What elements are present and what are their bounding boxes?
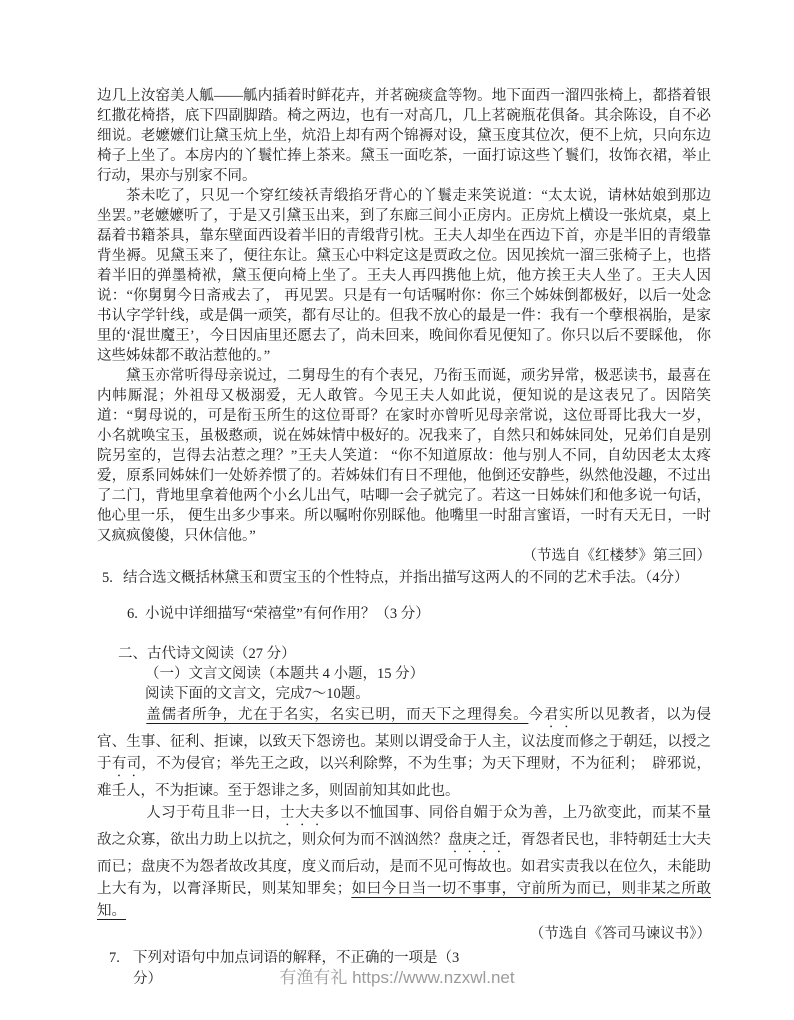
text-segment-dots: 士大夫 (280, 805, 325, 821)
question-6-number: 6. (127, 606, 138, 622)
passage2-attribution: （节选自《答司马谏议书》） (529, 926, 711, 942)
question-6 (97, 604, 711, 624)
question-5 (97, 568, 711, 588)
text-segment-plain: 多以不恤国事、同俗自媚于众为善，上乃欲变此，而某不量敌之众寡，欲出力助上以抗之，则众何为而不汹汹然？ (97, 805, 712, 848)
text-segment-dots: 君实 (543, 707, 575, 723)
classical-text-passage (97, 704, 711, 922)
section-2-instruction: 阅读下面的文言文，完成7～10题。 (145, 686, 370, 702)
passage1-attribution: （节选自《红楼梦》第三回） (522, 548, 711, 564)
passage-paragraph (97, 704, 711, 802)
text-segment-underline: 盖儒者所争，尤在于名实，名实已明，而天下之理得矣。 (146, 707, 529, 723)
text-segment-plain: ，胥怨者民也，非特朝廷士大夫而已；盘庚不为怨者故改其度，度义而后动，是而不见可悔故也。如君实责我以在位久，未能助上大有为，以膏泽斯民，则某知罪矣； (97, 832, 712, 897)
text-segment-plain: 人习于苟且非一日， (146, 805, 281, 821)
question-7-number: 7. (109, 950, 120, 966)
page-content (97, 86, 711, 990)
passage-paragraph (97, 366, 711, 546)
passage-paragraph (97, 86, 711, 186)
watermark-footer: 有渔有礼 https://www.nzxwl.net (279, 968, 515, 987)
text-segment-underline: 如曰今日当一切不事事，守前所为而已，则非某之所敢知。 (97, 881, 712, 919)
passage-paragraph (97, 186, 711, 366)
question-7-line1: 下列对语句中加点词语的解释，不正确的一项是（3 (133, 950, 460, 966)
question-5-text: 结合选文概括林黛玉和贾宝玉的个性特点，并指出描写这两人的不同的艺术手法。（4分） (123, 570, 689, 586)
text-segment-plain: 黛玉亦常听得母亲说过，二舅母生的有个表兄，乃衔玉而诞，顽劣异常，极恶读书，最喜在内帏厮混；外祖母又极溺爱，无人敢管。今见王夫人如此说，便知说的是这表兄了。因陪笑道：“舅母说的，可是衔玉所生的这位哥哥？在家时亦曾听见母亲常说，这位哥哥比我大一岁，小名就唤宝玉，虽极憨顽，说在姊妹情中极好的。况我来了，自然只和姊妹同处，兄弟们自是别院另室的，岂得去沾惹之理？”王夫人笑道： “你不知道原故：他与别人不同，自幼因老太太疼爱，原系同姊妹们一处娇养惯了的。若姊妹们有日不理他，他倒还安静些，纵然他没趣，不过出了二门，背地里拿着他两个小幺儿出气，咕唧一会子就完了。若这一日姊妹们和他多说一句话，他心里一乐， 便生出多少事来。所以嘱咐你别睬他。他嘴里一时甜言蜜语，一时有天无日，一时又疯疯傻傻，只休信他。” (97, 368, 711, 544)
section-2-heading: 二、古代诗文阅读（27 分） (118, 646, 296, 662)
text-segment-dots: 盘庚之迁 (447, 832, 507, 848)
text-segment-plain: ，不为侵官；举先王之政，以兴利除弊，不为生事；为天下理财，不为征利； 辟邪说，难壬人，不为拒谏。至于怨诽之多，则固前知其如此也。 (97, 756, 712, 799)
question-6-text: 小说中详细描写“荣禧堂”有何作用？（3 分） (145, 606, 430, 622)
passage-paragraph (97, 802, 711, 922)
text-segment-plain: 边几上汝窑美人觚——觚内插着时鲜花卉，并茗碗痰盒等物。地下面西一溜四张椅上，都搭着银红撒花椅搭，底下四副脚踏。椅之两边，也有一对高几，几上茗碗瓶花俱备。其余陈设，自不必细说。老嬷嬷们让黛玉炕上坐，炕沿上却有两个锦褥对设，黛玉度其位次，便不上炕，只向东边椅子上坐了。本房内的丫鬟忙捧上茶来。黛玉一面吃茶，一面打谅这些丫鬟们，妆饰衣裙，举止行动，果亦与别家不同。 (97, 88, 711, 184)
text-segment-plain: 所以见教者，以为侵官、生事、征利、拒谏，以致天下怨谤也。某则以谓受命于人主，议法度而修之于朝廷，以授之于 (97, 707, 712, 772)
text-segment-plain: 今 (528, 707, 544, 723)
section-2-subheading: （一）文言文阅读（本题共 4 小题，15 分） (145, 666, 425, 682)
text-segment-dots: 有司 (111, 756, 142, 772)
question-5-number: 5. (102, 570, 113, 586)
text-segment-plain: 茶未吃了，只见一个穿红绫袄青缎掐牙背心的丫鬟走来笑说道：“太太说，请林姑娘到那边坐罢。”老嬷嬷听了，于是又引黛玉出来，到了东廊三间小正房内。正房炕上横设一张炕桌，桌上磊着书籍茶具，靠东壁面西设着半旧的青缎背引枕。王夫人却坐在西边下首，亦是半旧的青缎靠背坐褥。见黛玉来了，便往东让。黛玉心中料定这是贾政之位。因见挨炕一溜三张椅子上，也搭着半旧的弹墨椅袱，黛玉便向椅上坐了。王夫人再四携他上炕，他方挨王夫人坐了。王夫人因说：“你舅舅今日斋戒去了， 再见罢。只是有一句话嘱咐你：你三个姊妹倒都极好，以后一处念书认字学针线，或是偶一顽笑，都有尽让的。但我不放心的最是一件：我有一个孽根祸胎，是家里的‘混世魔王’，今日因庙里还愿去了，尚未回来，晚间你看见便知了。你只以后不要睬他， 你这些姊妹都不敢沾惹他的。” (97, 188, 711, 364)
modern-text-passage (97, 86, 711, 546)
question-7-line2: 分） (133, 971, 162, 987)
